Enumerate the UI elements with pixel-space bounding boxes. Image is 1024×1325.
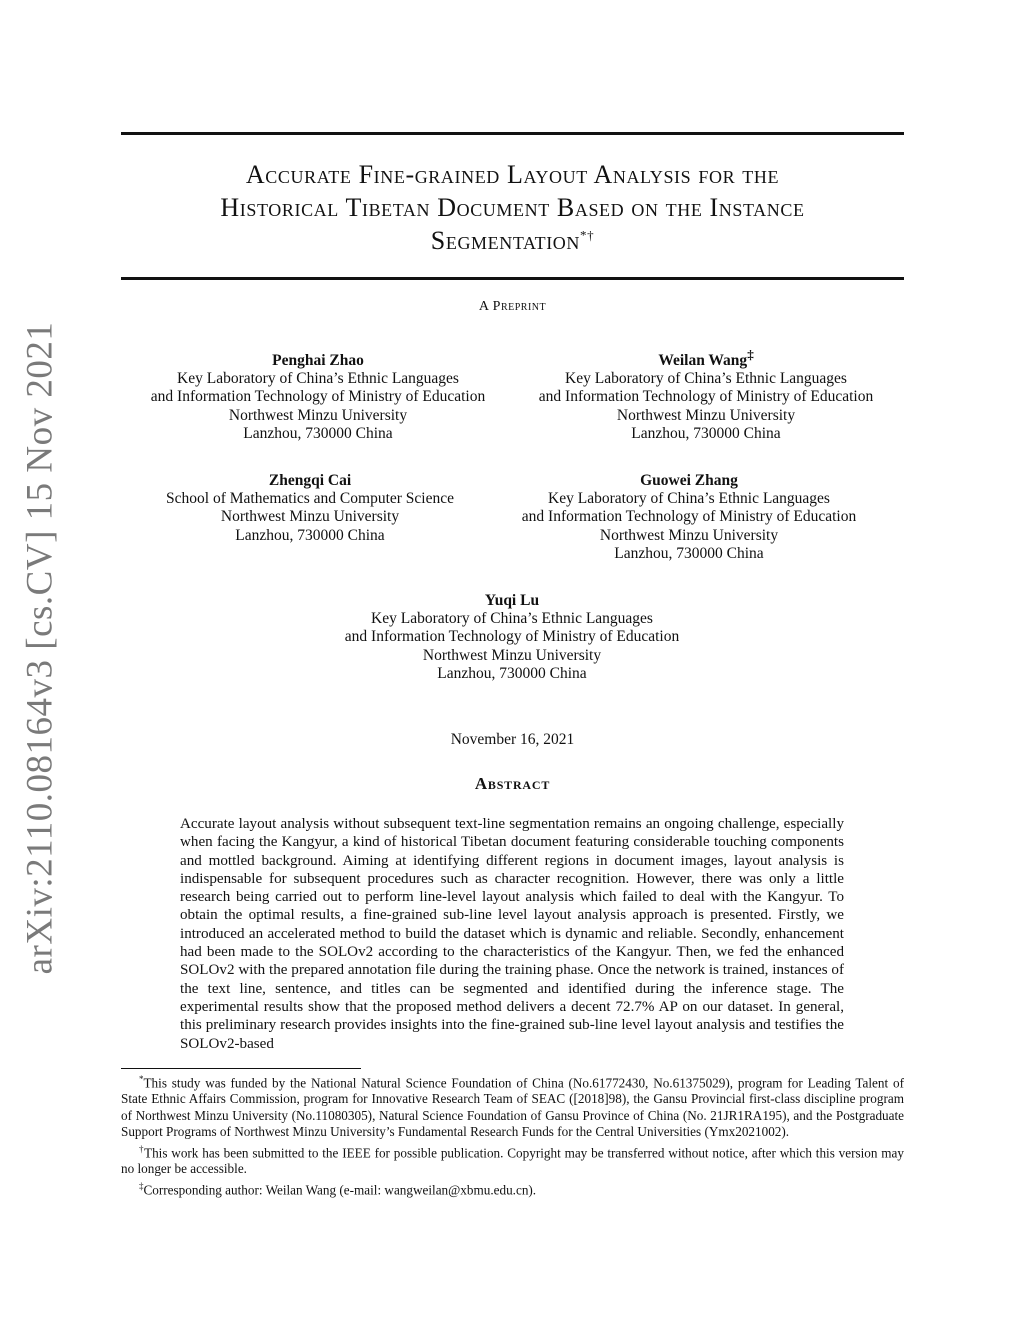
corresponding-author-mark: ‡ xyxy=(747,346,754,362)
footnote-ieee-notice: †This work has been submitted to the IEEE for possible publication. Copyright may be transferred without notice, after which this version may no longer be accessible. xyxy=(121,1143,905,1177)
author-block xyxy=(292,592,732,683)
paper-title xyxy=(121,158,904,257)
author-affiliation: Key Laboratory of China’s Ethnic Languages and Information Technology of Ministry of Education Northwest Minzu University Lanzhou, 730000 China xyxy=(521,490,857,562)
title-line-3-text: Segmentation xyxy=(430,226,580,255)
author-affiliation: Key Laboratory of China’s Ethnic Languages and Information Technology of Ministry of Education Northwest Minzu University Lanzhou, 730000 China xyxy=(538,370,874,442)
title-rule-top xyxy=(121,132,904,135)
author-block xyxy=(90,472,530,545)
title-line-3 xyxy=(121,224,904,257)
title-line-1: Accurate Fine-grained Layout Analysis for the xyxy=(245,160,780,189)
footnote-divider xyxy=(121,1068,361,1069)
author-block xyxy=(469,472,909,563)
arxiv-side-stamp: arXiv:2110.08164v3 [cs.CV] 15 Nov 2021 xyxy=(19,321,61,975)
preprint-label: A Preprint xyxy=(478,299,547,314)
author-block xyxy=(98,352,538,443)
author-name: Guowei Zhang xyxy=(640,472,738,489)
title-rule-bottom xyxy=(121,277,904,280)
author-name: Yuqi Lu xyxy=(484,592,540,609)
author-name: Penghai Zhao xyxy=(272,352,364,369)
title-footnote-marks: *† xyxy=(580,227,595,243)
author-affiliation: Key Laboratory of China’s Ethnic Languages and Information Technology of Ministry of Education Northwest Minzu University Lanzhou, 730000 China xyxy=(150,370,486,442)
title-line-2: Historical Tibetan Document Based on the Instance xyxy=(220,193,805,222)
publication-date: November 16, 2021 xyxy=(450,731,575,748)
author-name: Zhengqi Cai xyxy=(268,472,352,489)
author-name: Weilan Wang‡ xyxy=(658,346,754,369)
author-affiliation: School of Mathematics and Computer Science Northwest Minzu University Lanzhou, 730000 China xyxy=(166,490,454,544)
footnote-corresponding-author: ‡Corresponding author: Weilan Wang (e-mail: wangweilan@xbmu.edu.cn). xyxy=(139,1181,537,1198)
author-affiliation: Key Laboratory of China’s Ethnic Languages and Information Technology of Ministry of Education Northwest Minzu University Lanzhou, 730000 China xyxy=(344,610,680,682)
footnotes xyxy=(121,1071,904,1200)
footnote-funding: *This study was funded by the National Natural Science Foundation of China (No.61772430, No.61375029), program for Leading Talent of State Ethnic Affairs Commission, program for Innovative Research Team of SEAC ([2018]98), the Gansu Provincial first-class discipline program of Northwest Minzu University (No.11080305), Natural Science Foundation of Gansu Province of China (No. 21JR1RA195), and the Postgraduate Support Programs of Northwest Minzu University’s Fundamental Research Funds for the Central Universities (Ymx2021002). xyxy=(121,1074,904,1139)
author-block xyxy=(486,346,926,443)
abstract-heading: Abstract xyxy=(474,774,551,793)
abstract-body: Accurate layout analysis without subsequent text-line segmentation remains an ongoing challenge, especially when facing the Kangyur, a kind of historical Tibetan document featuring considerable touching components and mottled background. Aiming at identifying different regions in document images, layout analysis is indispensable for subsequent procedures such as character recognition. However, there was only a little research being carried out to perform line-level layout analysis which failed to deal with the Kangyur. To obtain the optimal results, a fine-grained sub-line level layout analysis approach is presented. Firstly, we introduced an accelerated method to build the dataset which is dynamic and reliable. Secondly, enhancement had been made to the SOLOv2 according to the characteristics of the Kangyur. Then, we fed the enhanced SOLOv2 with the prepared annotation file during the training phase. Once the network is trained, instances of the text line, sentence, and titles can be segmented and identified during the inference stage. The experimental results show that the proposed method delivers a decent 72.7% AP on our dataset. In general, this preliminary research provides insights into the fine-grained sub-line level layout analysis and testifies the SOLOv2-based xyxy=(180,816,844,1052)
